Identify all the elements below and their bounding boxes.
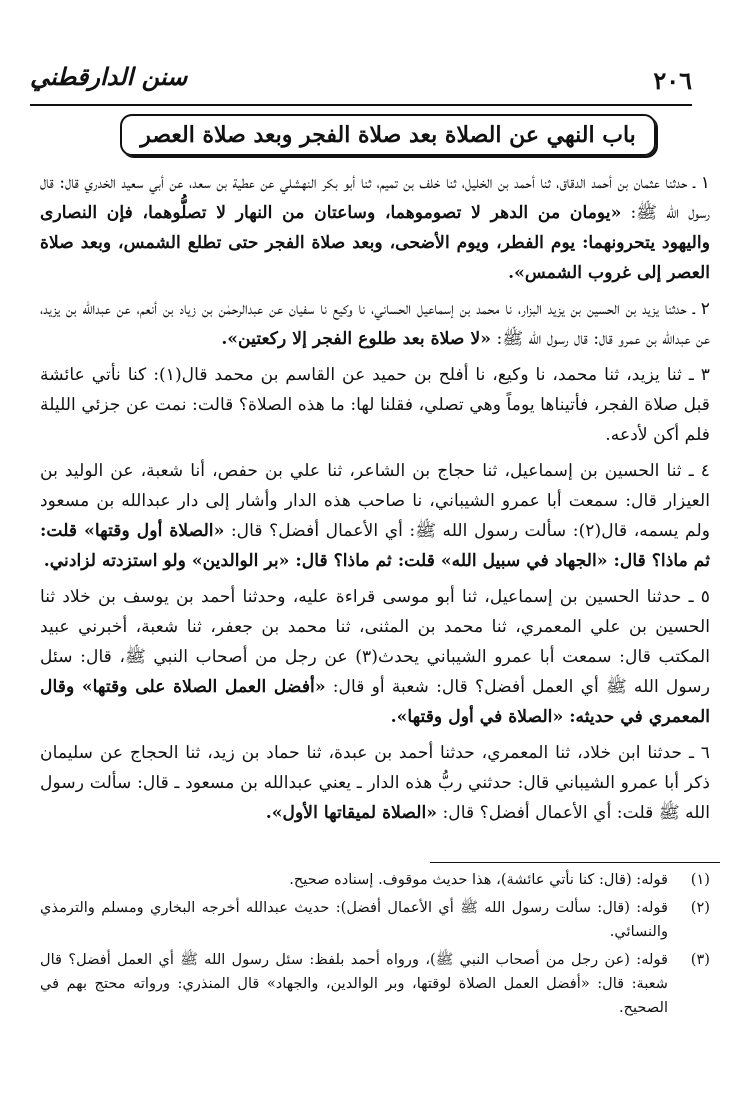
hadith-matn: «يومان من الدهر لا تصوموهما، وساعتان من النهار لا تصلُّوهما، فإن النصارى واليهود يتحرونهما: يوم الفطر، ويوم الأضحى، وبعد صلاة الفجر حتى تطلع الشمس، وبعد صلاة العصر إلى غروب الشمس». [40, 203, 710, 283]
page-header [30, 60, 692, 104]
footnote-number: (٣) [690, 951, 710, 968]
hadith-isnad: ٦ ـ حدثنا ابن خلاد، ثنا المعمري، حدثنا أحمد بن عبدة، ثنا حماد بن زيد، ثنا الحجاج عن سليمان ذكر أبا عمرو الشيباني قال: حدثني ربُّ هذه الدار ـ يعني عبدالله بن مسعود ـ قال: سألت رسول الله ﷺ قلت: أي الأعمال أفضل؟ قال: [40, 743, 710, 823]
chapter-title: باب النهي عن الصلاة بعد صلاة الفجر وبعد صلاة العصر [140, 122, 636, 148]
hadith-matn: «الصلاة أول وقتها» قلت: ثم ماذا؟ قال: «الجهاد في سبيل الله» قلت: ثم ماذا؟ قال: «بر الوالدين» ولو استزدته لزادني. [40, 521, 710, 571]
footnote-item [40, 868, 710, 892]
hadith-isnad: ٣ ـ ثنا يزيد، ثنا محمد، نا وكيع، نا أفلح بن حميد عن القاسم بن محمد قال(١): كنا نأتي عائشة قبل صلاة الفجر، فأتيناها يوماً وهي تصلي، فقلنا لها: ما هذه الصلاة؟ قالت: نمت عن جزئي الليلة فلم أكن لأدعه. [40, 365, 710, 445]
running-title: سنن الدارقطني [30, 62, 188, 91]
footnotes [40, 868, 710, 1024]
hadith-isnad: ٢ ـ حدثنا يزيد بن الحسين بن يزيد البزار، نا محمد بن إسماعيل الحساني، نا وكيع نا سفيان عن عبدالرحمٰن بن زياد بن أنعم، عن عبدالله بن يزيد، عن عبدالله بن عمرو قال: قال رسول الله ﷺ: [40, 299, 710, 349]
hadith-matn: «لا صلاة بعد طلوع الفجر إلا ركعتين». [221, 329, 492, 349]
footnote-item [40, 948, 710, 1020]
hadith-matn: «أفضل العمل الصلاة على وقتها» وقال المعمري في حديثه: «الصلاة في أول وقتها». [40, 677, 710, 727]
footnote-text: قوله: (قال: سألت رسول الله ﷺ أي الأعمال أفضل): حديث عبدالله أخرجه البخاري ومسلم والترمذي والنسائي. [40, 899, 668, 940]
footnote-divider [430, 862, 720, 863]
footnote-number: (١) [690, 871, 710, 888]
hadith-2 [40, 294, 710, 354]
header-divider [30, 104, 692, 106]
hadith-4 [40, 456, 710, 576]
hadith-3 [40, 360, 710, 450]
hadith-text-body [40, 168, 710, 828]
chapter-heading-box [120, 114, 656, 156]
hadith-matn: «الصلاة لميقاتها الأول». [265, 803, 437, 823]
page-number: ٢٠٦ [653, 66, 692, 95]
hadith-isnad: ٥ ـ حدثنا الحسين بن إسماعيل، ثنا أبو موسى قراءة عليه، وحدثنا أحمد بن يوسف بن خلاد ثنا الحسين بن علي المعمري، ثنا محمد بن المثنى، ثنا محمد بن جعفر، ثنا شعبة، أخبرني عبيد المكتب قال: سمعت أبا عمرو الشيباني يحدث(٣) عن رجل من أصحاب النبي ﷺ، قال: سئل رسول الله ﷺ أي العمل أفضل؟ قال: شعبة أو قال: [40, 587, 711, 697]
hadith-5 [40, 582, 710, 732]
footnote-text: قوله: (عن رجل من أصحاب النبي ﷺ)، ورواه أحمد بلفظ: سئل رسول الله ﷺ أي العمل أفضل؟ قال شعبة: قال: «أفضل العمل الصلاة لوقتها، وبر الوالدين، والجهاد» قال المنذري: ورواته محتج بهم في الصحيح. [40, 951, 668, 1016]
footnote-text: قوله: (قال: كنا نأتي عائشة)، هذا حديث موقوف. إسناده صحيح. [289, 871, 668, 888]
hadith-6 [40, 738, 710, 828]
footnote-item [40, 896, 710, 944]
hadith-isnad: ١ ـ حدثنا عثمان بن أحمد الدقاق، ثنا أحمد بن الخليل، ثنا خلف بن تميم، ثنا أبو بكر النهشلي عن عطية بن سعد، عن أبي سعيد الخدري قال: قال رسول الله ﷺ: [40, 173, 710, 223]
hadith-isnad: ٤ ـ ثنا الحسين بن إسماعيل، ثنا حجاج بن الشاعر، ثنا علي بن حفص، أنا شعبة، عن الوليد بن العيزار قال: سمعت أبا عمرو الشيباني، نا صاحب هذه الدار وأشار إلى دار عبدالله بن مسعود ولم يسمه، قال(٢): سألت رسول الله ﷺ: أي الأعمال أفضل؟ قال: [40, 461, 711, 541]
footnote-number: (٢) [690, 899, 710, 916]
hadith-1 [40, 168, 710, 288]
